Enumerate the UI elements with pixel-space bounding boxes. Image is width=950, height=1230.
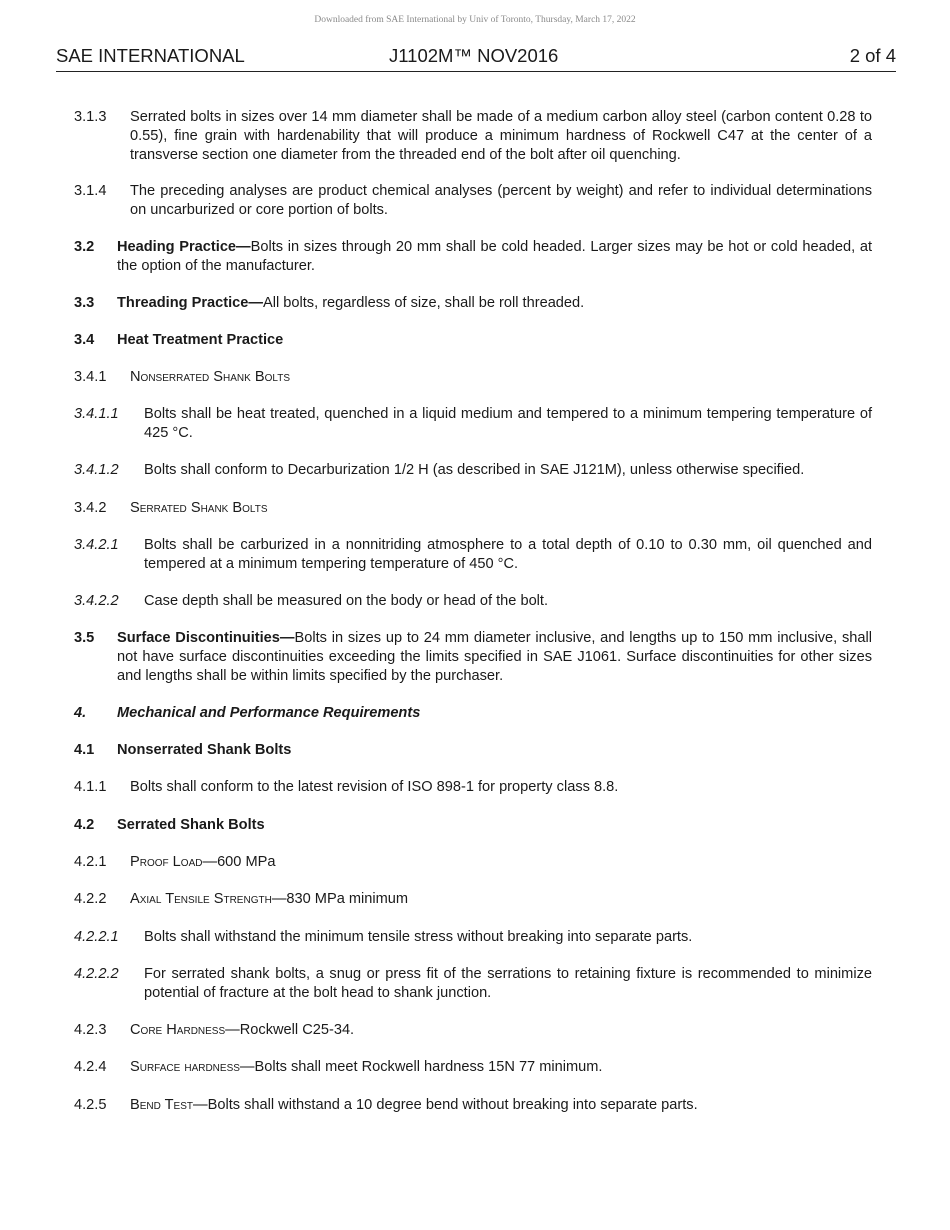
header-page-number: 2 of 4 <box>849 45 896 66</box>
section-3-3 <box>74 294 872 313</box>
section-number: 3.4.2.1 <box>74 537 119 553</box>
section-title: Axial Tensile Strength <box>130 891 272 907</box>
section-title: Threading Practice— <box>117 295 263 311</box>
section-text: —Bolts shall withstand a 10 degree bend without breaking into separate parts. <box>193 1097 698 1113</box>
section-body <box>117 238 872 276</box>
section-number: 3.4.1 <box>74 369 107 385</box>
section-number: 4.1 <box>74 742 95 758</box>
section-body <box>130 890 872 909</box>
section-number: 3.1.4 <box>74 183 107 199</box>
section-text: —Bolts shall meet Rockwell hardness 15N 77 minimum. <box>239 1059 603 1075</box>
section-4-2-2-2 <box>74 965 872 1003</box>
section-text: All bolts, regardless of size, shall be roll threaded. <box>262 295 585 311</box>
section-number: 4.2.3 <box>74 1022 107 1038</box>
section-title: Nonserrated Shank Bolts <box>130 369 290 385</box>
section-number: 4.2 <box>74 817 95 833</box>
section-body: The preceding analyses are product chemical analyses (percent by weight) and refer to individual determinations on uncarburized or core portion of bolts. <box>130 183 872 218</box>
section-body: Bolts shall conform to the latest revision of ISO 898-1 for property class 8.8. <box>130 779 619 795</box>
section-number: 3.4.2.2 <box>74 593 119 609</box>
section-4-2-4 <box>74 1058 872 1077</box>
section-4-2 <box>74 816 872 835</box>
section-number: 3.3 <box>74 295 95 311</box>
section-4-2-2 <box>74 890 872 909</box>
section-body <box>130 1058 872 1077</box>
section-3-4 <box>74 331 872 350</box>
section-4 <box>74 704 872 723</box>
section-3-2 <box>74 238 872 276</box>
section-title: Serrated Shank Bolts <box>117 817 265 833</box>
section-title: Surface Discontinuities— <box>117 630 295 646</box>
section-text: —Rockwell C25-34. <box>225 1022 355 1038</box>
section-4-2-3 <box>74 1021 872 1040</box>
section-3-5 <box>74 629 872 686</box>
section-title: Bend Test <box>130 1097 194 1113</box>
section-4-2-1 <box>74 853 872 872</box>
section-number: 4.2.5 <box>74 1097 107 1113</box>
section-number: 4.2.2 <box>74 891 107 907</box>
section-3-1-3 <box>74 108 872 165</box>
section-number: 3.4.1.1 <box>74 406 119 422</box>
section-text: —600 MPa <box>202 854 276 870</box>
section-title: Proof Load <box>130 854 203 870</box>
section-3-4-2 <box>74 499 872 518</box>
section-number: 3.2 <box>74 239 95 255</box>
section-body: Serrated bolts in sizes over 14 mm diameter shall be made of a medium carbon alloy steel (carbon content 0.28 to 0.55), fine grain with hardenability that will produce a minimum hardness of Rockwell C47 at the center of a transverse section one diameter from the threaded end of the bolt after oil quenching. <box>130 109 872 163</box>
download-watermark: Downloaded from SAE International by Univ of Toronto, Thursday, March 17, 2022 <box>314 15 636 25</box>
header-doc-id: J1102M™ NOV2016 <box>389 45 559 66</box>
section-number: 3.4 <box>74 332 95 348</box>
section-body: Bolts shall withstand the minimum tensile stress without breaking into separate parts. <box>144 929 693 945</box>
page-header <box>56 45 896 72</box>
section-number: 3.5 <box>74 630 95 646</box>
section-number: 4.2.2.1 <box>74 929 119 945</box>
section-4-1-1 <box>74 778 872 797</box>
section-text: —830 MPa minimum <box>271 891 409 907</box>
section-title: Nonserrated Shank Bolts <box>117 742 292 758</box>
section-number: 3.1.3 <box>74 109 107 125</box>
section-number: 4.2.4 <box>74 1059 107 1075</box>
section-3-4-2-2 <box>74 592 872 611</box>
section-body: Bolts shall conform to Decarburization 1/2 H (as described in SAE J121M), unless otherwise specified. <box>144 462 805 478</box>
section-3-4-1-1 <box>74 405 872 443</box>
section-3-4-1 <box>74 368 872 387</box>
section-number: 3.4.1.2 <box>74 462 119 478</box>
section-number: 4.2.2.2 <box>74 966 119 982</box>
section-3-4-1-2 <box>74 461 872 480</box>
section-text: Bolts in sizes through 20 mm shall be cold headed. Larger sizes may be hot or cold headed, at the option of the manufacturer. <box>117 239 872 274</box>
section-title: Heat Treatment Practice <box>117 332 284 348</box>
section-text: Bolts in sizes up to 24 mm diameter inclusive, and lengths up to 150 mm inclusive, shall not have surface discontinuities exceeding the limits specified in SAE J1061. Surface discontinuities for other sizes and lengths shall be within limits specified by the purchaser. <box>117 630 872 684</box>
section-body <box>130 853 872 872</box>
section-body <box>117 294 872 313</box>
section-number: 4. <box>74 705 87 721</box>
section-4-2-2-1 <box>74 928 872 947</box>
section-3-1-4 <box>74 182 872 220</box>
section-4-1 <box>74 741 872 760</box>
section-title: Mechanical and Performance Requirements <box>117 705 421 721</box>
section-body: For serrated shank bolts, a snug or press fit of the serrations to retaining fixture is recommended to minimize potential of fracture at the bolt head to shank junction. <box>144 966 872 1001</box>
section-number: 4.1.1 <box>74 779 107 795</box>
section-4-2-5 <box>74 1096 872 1115</box>
section-body: Bolts shall be heat treated, quenched in a liquid medium and tempered to a minimum tempering temperature of 425 °C. <box>144 406 872 441</box>
section-body <box>117 629 872 686</box>
section-body <box>130 1021 872 1040</box>
section-body <box>130 1096 872 1115</box>
header-org: SAE INTERNATIONAL <box>56 45 245 66</box>
section-body: Case depth shall be measured on the body or head of the bolt. <box>144 593 549 609</box>
section-title: Core Hardness <box>130 1022 226 1038</box>
section-title: Serrated Shank Bolts <box>130 500 268 516</box>
section-title: Heading Practice— <box>117 239 251 255</box>
section-body: Bolts shall be carburized in a nonnitriding atmosphere to a total depth of 0.10 to 0.30 mm, oil quenched and tempered at a minimum tempering temperature of 450 °C. <box>144 537 872 572</box>
section-number: 4.2.1 <box>74 854 107 870</box>
section-title: Surface hardness <box>130 1059 240 1075</box>
section-number: 3.4.2 <box>74 500 107 516</box>
section-3-4-2-1 <box>74 536 872 574</box>
